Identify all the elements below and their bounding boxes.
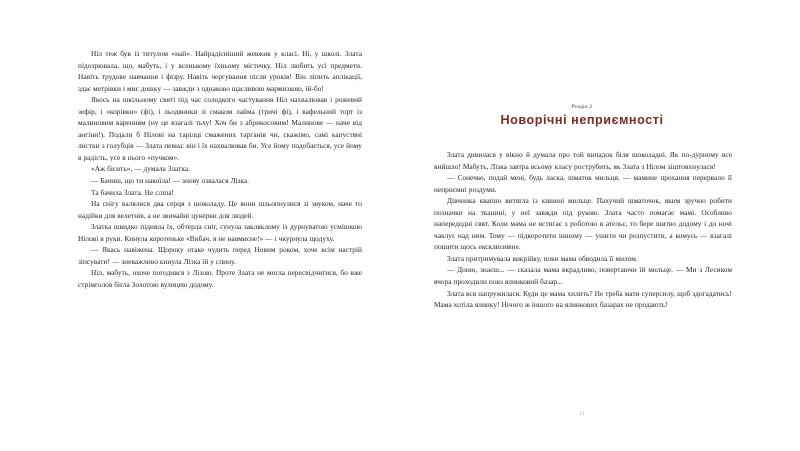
paragraph: Ніл теж був із титулом «най». Найрадісніший жевжик у класі. Ні, у школі. Злата підозрювала, що, мабуть, і у всенькому їхньому містечку. Ніл любить усі предмети. Навіть трудове навчання і фізру. Навіть чергування після уроків! Він ліпить аплікації, здає метрівки і миє дошку — завжди з однаково щасливою мармизкою, їй-бо! — [78, 49, 362, 93]
paragraph: Злата вся напружилася. Куди це мама хилить? Не треба мати суперсилу, щоб здогадатись! Мама хотіла ялинку! Нічого ж іншого на ялинкових базарах не продають! — [434, 288, 732, 310]
paragraph: — Сонечко, подай мені, будь ласка, шматок мильця, — мамине прохання перервало її неприємні роздуми. — [434, 173, 732, 194]
chapter-title: Новорічні неприємності — [500, 113, 664, 127]
left-page-text-block — [78, 48, 362, 290]
chapter-number: Розділ 2 — [571, 104, 593, 110]
paragraph: — Якась навіжена. Щороку отаке чудить перед Новим роком, хоче всім настрій зіпсувати! — зневажливо кинула Лізка їй у спину. — [78, 245, 362, 266]
paragraph: Дівчинка квапно витягла із кишені мильце. Пахучий шматочок, яким зручно робити позначки на тканині, у неї завжди під рукою. Злата часто помагає мамі. Особливо напередодні свят. Коли мама не встигає з роботою в ательє, то бере шитво додому і до ночі чаклує над ним. Тому — підкоротити іншому — ушити чи розпустити, а комусь — взагалі пошити щось ексклюзивне. — [434, 196, 732, 252]
paragraph: Злата притримувала викрійку, поки мама обводила її милом. — [447, 253, 638, 263]
page-number: 11 — [578, 411, 586, 417]
right-page — [400, 0, 800, 451]
paragraph: Ніл, мабуть, охоче погодився з Лізою. Проте Злата не могла пересвідчитися, бо вже стрімголов бігла Золотою вулицею додому. — [78, 268, 362, 289]
paragraph: — Доню, знаєш... — сказала мама вкрадливо, повертаючи їй мильце. — Ми з Лесиком вчора проходили повз ялинковий базар... — [434, 265, 732, 287]
paragraph: На снігу валялися два серця з шоколаду. Це вони шльопнулися зі звуком, наче то надійки для велетнів, а не звичайні цукерки для людей. — [78, 199, 362, 220]
paragraph: Златка швидко підняла їх, обтерла сніг, сунула закляклому із дурнуватою усмішкою Нілові в руки. Кинула коротеньке «Вибач, я не навмисне!» — і чкурнула щодуху. — [78, 222, 362, 243]
paragraph: — Бачиш, що ти накоїла! — знову озвалася Лізка. — [91, 176, 250, 186]
paragraph: Та бачила Злата. Не сліпа! — [91, 187, 174, 197]
chapter-heading — [432, 0, 732, 128]
paragraph: Злата дивилася у вікно й думала про той випадок біля шоколадні. Як по-дурному все вийшло! Мабуть, Лізка завтра всьому класу рострубить, як Злата з Нілом зіштовхнулася! — [434, 150, 732, 171]
paragraph: Якось на шкільному святі під час солодкого частування Ніл нахвалював і рожевий зефір, і «корівки» (фі), і льодяники зі смаком лайма (тричі фі), і вафельний торт із малиновим варенням (ну це взагалі тьху! Хоч би з абрикосовим! Малинове — наче від ангіни!). Подали б Нілові на тарілці смажених тарганів чи, скажімо, самі капустяні листки з голубців — Злата певна: він і їх нахвалював би. Усе йому подобається, усе йому в радість, усе в нього «пучком». — [78, 95, 362, 162]
right-page-text-block — [432, 149, 732, 311]
paragraph: «Аж бісить», — думала Златка. — [91, 164, 190, 174]
